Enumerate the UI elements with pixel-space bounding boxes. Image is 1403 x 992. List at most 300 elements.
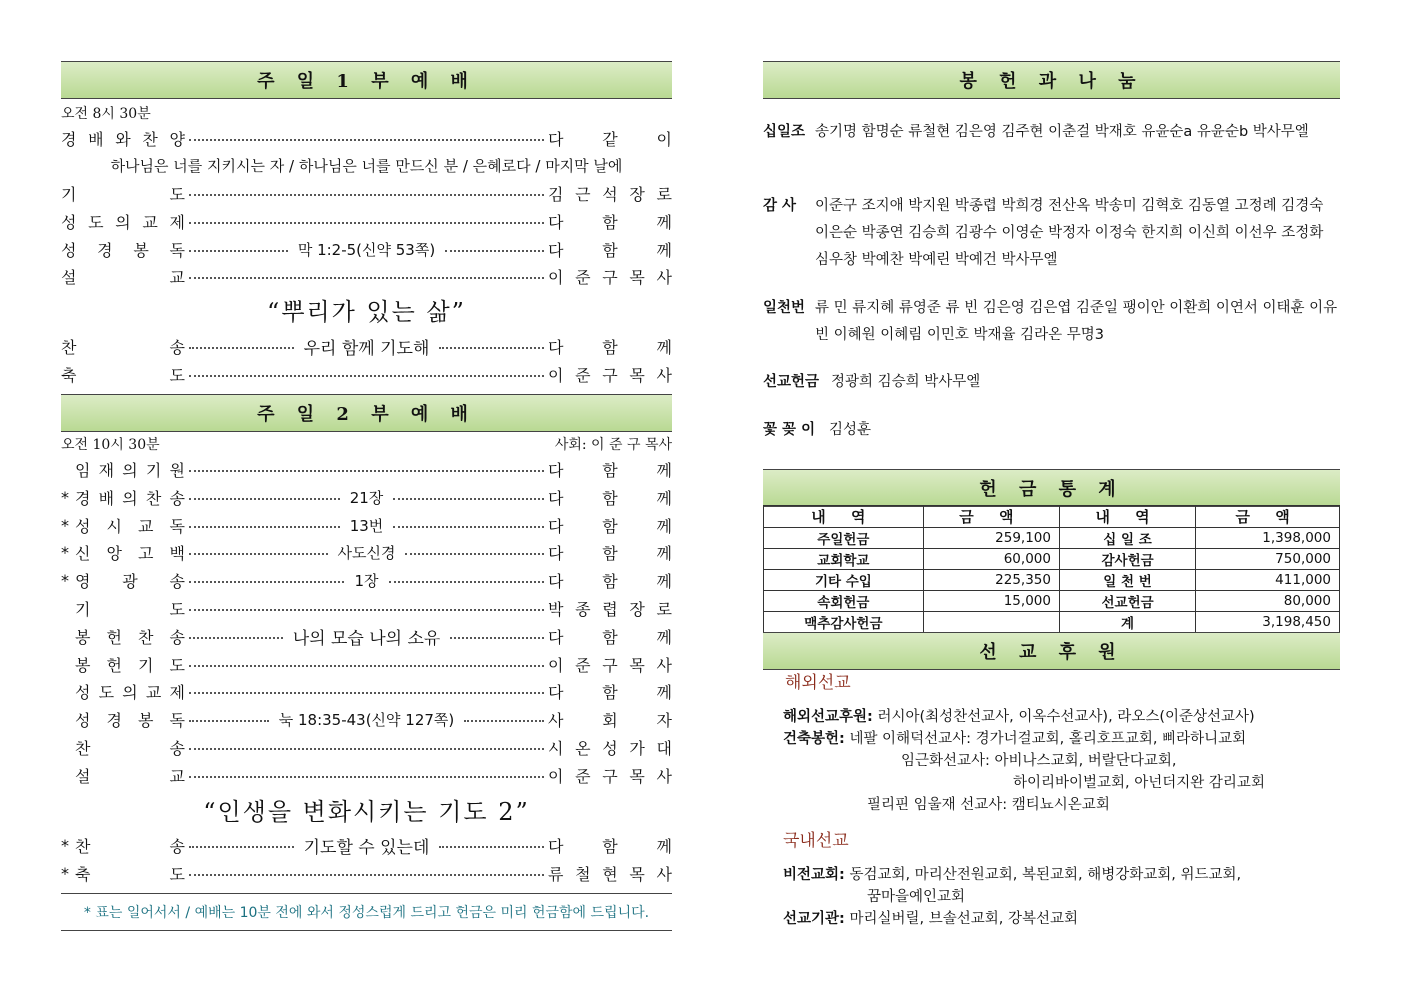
order-item-detail: 기도할 수 있는데: [303, 837, 430, 858]
spaced-char: 함: [602, 240, 618, 260]
spaced-char: 사: [656, 766, 672, 786]
spaced-char: 이: [548, 766, 564, 786]
spaced-char: 께: [656, 543, 672, 563]
dotted-leader: [189, 250, 288, 252]
spaced-char: 성: [61, 212, 77, 232]
order-item-label: [61, 363, 185, 386]
mission-line: 하이리바이벌교회, 아넌더지완 감리교회: [1013, 775, 1265, 791]
order-item-detail: 21장: [349, 488, 384, 507]
service1-time: 오전 8시 30분: [61, 106, 151, 122]
stats-title: 헌 금 통 계: [763, 469, 1340, 507]
stats-header: 금 액: [1196, 506, 1340, 528]
order-item-leader: [548, 597, 672, 620]
order-item-label: [75, 764, 185, 787]
spaced-char: 광: [122, 571, 138, 591]
spaced-char: 목: [629, 864, 645, 884]
stats-item: 계: [1059, 612, 1195, 633]
giving-names: 류 민 류지혜 류영준 류 빈 김은영 김은엽 김준일 팽이안 이환희 이연서 이태훈 이유빈 이혜원 이혜림 이민호 박재율 김라온 무명3: [815, 300, 1338, 343]
spaced-char: 교: [169, 267, 185, 287]
order-item-leader: [548, 653, 672, 676]
spaced-char: 송: [169, 571, 185, 591]
standing-mark: *: [61, 542, 69, 562]
giving-group-flowers: [763, 417, 1340, 444]
service-note: * 표는 일어서서 / 예배는 10분 전에 와서 정성스럽게 드리고 헌금은 미리 헌금함에 드립니다.: [61, 893, 672, 931]
order-item-leader: [548, 486, 672, 509]
spaced-char: 찬: [138, 627, 154, 647]
spaced-char: 목: [629, 267, 645, 287]
spaced-char: 축: [75, 864, 91, 884]
dotted-leader: [189, 194, 544, 196]
stats-item: 속회헌금: [764, 591, 924, 612]
order-item-label: [75, 486, 185, 509]
spaced-char: 회: [602, 710, 618, 730]
spaced-char: 헌: [106, 655, 122, 675]
spaced-char: 성: [61, 240, 77, 260]
order-item-leader: [548, 541, 672, 564]
spaced-char: 원: [169, 460, 185, 480]
spaced-char: 준: [575, 365, 591, 385]
stats-item: 기타 수입: [764, 570, 924, 591]
dotted-leader: [189, 498, 340, 500]
spaced-char: 께: [656, 682, 672, 702]
spaced-char: 께: [656, 836, 673, 856]
mission-line: 필리핀 임울재 선교사: 캠티뇨시온교회: [867, 797, 1110, 813]
spaced-char: 께: [656, 337, 673, 357]
mission-line: 임근화선교사: 아비나스교회, 버랄단다교회,: [901, 753, 1177, 769]
dotted-leader: [393, 498, 544, 500]
spaced-char: 봉: [133, 240, 149, 260]
order-item-label: [61, 335, 185, 358]
standing-mark: *: [61, 570, 69, 590]
spaced-char: 함: [602, 212, 618, 232]
spaced-char: 다: [548, 682, 564, 702]
spaced-char: 같: [602, 129, 618, 149]
domestic-mission-heading: 국내선교: [783, 831, 849, 851]
giving-group-mission: [763, 369, 1340, 396]
spaced-char: 도: [169, 655, 185, 675]
standing-mark: *: [61, 863, 69, 883]
stats-amount: 225,350: [923, 570, 1059, 591]
spaced-char: 구: [602, 267, 618, 287]
giving-names: 김성훈: [829, 422, 872, 438]
order-item-leader: [548, 708, 672, 731]
stats-amount: [923, 612, 1059, 633]
spaced-char: 임: [75, 460, 91, 480]
spaced-char: 준: [575, 267, 591, 287]
stats-amount: 80,000: [1196, 591, 1340, 612]
stats-item: 감사헌금: [1059, 549, 1195, 570]
spaced-char: 께: [656, 212, 672, 232]
order-row: [61, 180, 672, 206]
spaced-char: 교: [169, 766, 185, 786]
spaced-char: 의: [115, 212, 131, 232]
service2-sermon-title: “인생을 변화시키는 기도 2”: [203, 798, 530, 826]
service1-songs: 하나님은 너를 지키시는 자 / 하나님은 너를 만드신 분 / 은혜로다 / 마지막 날에: [110, 157, 623, 175]
spaced-char: 재: [98, 460, 115, 480]
spaced-char: 다: [548, 212, 564, 232]
spaced-char: 다: [548, 240, 564, 260]
spaced-char: 함: [602, 571, 618, 591]
giving-names: 정광희 김승희 박사무엘: [831, 374, 981, 390]
spaced-char: 목: [629, 766, 645, 786]
spaced-char: 찬: [75, 836, 91, 856]
order-row: [61, 832, 672, 858]
spaced-char: 송: [169, 488, 185, 508]
spaced-char: 기: [75, 599, 91, 619]
stats-row: [764, 528, 1340, 549]
spaced-char: 의: [122, 460, 138, 480]
spaced-char: 송: [169, 337, 185, 357]
order-item-leader: [548, 335, 672, 358]
spaced-char: 준: [575, 766, 591, 786]
stats-amount: 15,000: [923, 591, 1059, 612]
spaced-char: 경: [61, 129, 77, 149]
service2-time: 오전 10시 30분: [61, 437, 160, 453]
spaced-char: 로: [656, 184, 672, 204]
spaced-char: 다: [548, 543, 564, 563]
order-item-label: [75, 541, 185, 564]
stats-item: 주일헌금: [764, 528, 924, 549]
spaced-char: 종: [575, 599, 591, 619]
order-row: [61, 361, 672, 387]
order-row: [61, 456, 672, 482]
giving-title: 봉 헌 과 나 눔: [763, 61, 1340, 99]
spaced-char: 성: [75, 710, 91, 730]
standing-mark: *: [61, 835, 69, 855]
spaced-char: 께: [656, 488, 673, 508]
dotted-leader: [189, 720, 269, 722]
spaced-char: 다: [548, 460, 564, 480]
order-row: [61, 333, 672, 359]
giving-head: 꽃 꽂 이: [763, 422, 816, 438]
spaced-char: 독: [169, 240, 185, 260]
spaced-char: 이: [548, 267, 564, 287]
spaced-char: 찬: [145, 488, 162, 508]
spaced-char: 송: [169, 627, 185, 647]
mission-line: 비전교회: 동검교회, 마리산전원교회, 복된교회, 해병강화교회, 위드교회,: [783, 867, 1242, 883]
giving-group-thousand: [763, 295, 1340, 349]
dotted-leader: [189, 139, 544, 141]
order-row: [61, 651, 672, 677]
spaced-char: 이: [548, 655, 564, 675]
spaced-char: 교: [138, 516, 154, 536]
spaced-char: 배: [88, 129, 104, 149]
spaced-char: 철: [575, 864, 591, 884]
spaced-char: 신: [75, 543, 91, 563]
spaced-char: 도: [169, 599, 185, 619]
spaced-char: 구: [602, 766, 618, 786]
order-item-leader: [548, 862, 672, 885]
order-item-label: [61, 127, 185, 150]
mission-line: 해외선교후원: 러시아(최성찬선교사, 이옥수선교사), 라오스(이준상선교사): [783, 709, 1255, 725]
spaced-char: 박: [548, 599, 564, 619]
spaced-char: 앙: [106, 543, 122, 563]
order-row: [61, 539, 672, 565]
spaced-char: 다: [548, 337, 564, 357]
spaced-char: 성: [75, 682, 91, 702]
spaced-char: 축: [61, 365, 77, 385]
giving-head: 감 사: [763, 198, 797, 214]
stats-header: 내 역: [1059, 506, 1195, 528]
spaced-char: 배: [98, 488, 115, 508]
spaced-char: 봉: [75, 655, 91, 675]
order-item-leader: [548, 625, 672, 648]
order-item-label: [61, 238, 185, 261]
spaced-char: 다: [548, 836, 564, 856]
order-item-detail: 13번: [349, 516, 384, 535]
spaced-char: 렵: [602, 599, 618, 619]
spaced-char: 함: [602, 543, 618, 563]
spaced-char: 장: [629, 599, 645, 619]
spaced-char: 구: [602, 365, 618, 385]
mission-line: 선교기관: 마리실버릴, 브솔선교회, 강복선교회: [783, 911, 1078, 927]
spaced-char: 도: [98, 682, 115, 702]
spaced-char: 시: [106, 516, 122, 536]
dotted-leader: [464, 720, 544, 722]
spaced-char: 다: [548, 129, 564, 149]
spaced-char: 양: [169, 129, 185, 149]
order-item-label: [61, 182, 185, 205]
spaced-char: 찬: [61, 337, 77, 357]
spaced-char: 사: [656, 267, 672, 287]
dotted-leader: [189, 347, 294, 349]
dotted-leader: [189, 470, 544, 472]
spaced-char: 제: [169, 212, 185, 232]
dotted-leader: [405, 553, 544, 555]
spaced-char: 다: [548, 571, 564, 591]
order-item-label: [75, 862, 185, 885]
order-item-detail: 1장: [354, 571, 379, 590]
order-item-label: [75, 680, 185, 703]
spaced-char: 봉: [75, 627, 91, 647]
stats-item: 맥추감사헌금: [764, 612, 924, 633]
stats-amount: 411,000: [1196, 570, 1340, 591]
service2-host: 사회: 이 준 구 목사: [554, 437, 672, 453]
spaced-char: 대: [656, 738, 672, 758]
stats-item: 선교헌금: [1059, 591, 1195, 612]
mission-line: 꿈마을예인교회: [867, 889, 966, 905]
giving-group-thanks: [763, 193, 1340, 274]
stats-amount: 259,100: [923, 528, 1059, 549]
spaced-char: 께: [656, 571, 673, 591]
order-item-label: [61, 210, 185, 233]
mission-line: 건축봉헌: 네팔 이해덕선교사: 경가너걸교회, 홀리호프교회, 삐라하니교회: [783, 731, 1247, 747]
order-item-leader: [548, 514, 672, 537]
spaced-char: 기: [138, 655, 154, 675]
giving-names: 이준구 조지애 박지원 박종렵 박희경 전산옥 박송미 김혁호 김동열 고정례 김경숙 이은순 박종연 김승희 김광수 이영순 박정자 이정숙 한지희 이신희 이선우 조정화 심우창 박예찬 박예린 박예건 박사무엘: [815, 198, 1324, 268]
dotted-leader: [439, 846, 544, 848]
order-item-detail: 우리 함께 기도해: [303, 338, 430, 359]
order-item-label: [75, 708, 185, 731]
spaced-char: 현: [602, 864, 618, 884]
dotted-leader: [189, 553, 328, 555]
giving-head: 일천번: [763, 300, 806, 316]
spaced-char: 목: [629, 655, 645, 675]
order-item-leader: [548, 764, 672, 787]
spaced-char: 목: [629, 365, 645, 385]
spaced-char: 송: [169, 836, 185, 856]
spaced-char: 함: [602, 682, 618, 702]
dotted-leader: [189, 375, 544, 377]
spaced-char: 사: [656, 864, 672, 884]
spaced-char: 고: [138, 543, 154, 563]
stats-row: [764, 570, 1340, 591]
dotted-leader: [389, 581, 544, 583]
order-item-leader: [548, 363, 672, 386]
dotted-leader: [189, 748, 544, 750]
order-item-detail: 사도신경: [337, 543, 396, 562]
giving-head: 십일조: [763, 124, 806, 140]
spaced-char: 석: [602, 184, 618, 204]
dotted-leader: [189, 581, 344, 583]
order-row: [61, 706, 672, 732]
stats-item: 일 천 번: [1059, 570, 1195, 591]
order-item-leader: [548, 182, 672, 205]
spaced-char: 설: [61, 267, 77, 287]
dotted-leader: [189, 665, 544, 667]
order-item-leader: [548, 238, 672, 261]
order-row: [61, 208, 672, 234]
spaced-char: 자: [656, 710, 672, 730]
spaced-char: 구: [602, 655, 618, 675]
order-item-leader: [548, 210, 672, 233]
spaced-char: 류: [548, 864, 564, 884]
stats-row: [764, 612, 1340, 633]
order-row: [61, 734, 672, 760]
spaced-char: 가: [629, 738, 645, 758]
order-item-leader: [548, 736, 672, 759]
spaced-char: 경: [106, 710, 122, 730]
spaced-char: 이: [656, 129, 672, 149]
spaced-char: 독: [169, 516, 185, 536]
spaced-char: 교: [142, 212, 158, 232]
order-item-leader: [548, 680, 672, 703]
spaced-char: 성: [602, 738, 618, 758]
stats-item: 십 일 조: [1059, 528, 1195, 549]
spaced-char: 경: [97, 240, 113, 260]
order-row: [61, 512, 672, 538]
order-item-leader: [548, 834, 672, 857]
spaced-char: 장: [629, 184, 645, 204]
giving-group-tithe: [763, 119, 1340, 173]
order-item-detail: 나의 모습 나의 소유: [292, 628, 441, 649]
order-row: [61, 678, 672, 704]
spaced-char: 도: [169, 365, 185, 385]
dotted-leader: [393, 526, 544, 528]
dotted-leader: [189, 874, 544, 876]
order-item-label: [75, 597, 185, 620]
spaced-char: 기: [145, 460, 162, 480]
dotted-leader: [439, 347, 544, 349]
service1-sermon-title: “뿌리가 있는 삶”: [267, 298, 466, 326]
spaced-char: 도: [169, 184, 185, 204]
mission-title: 선 교 후 원: [763, 632, 1340, 670]
spaced-char: 사: [656, 365, 672, 385]
order-row: [61, 595, 672, 621]
dotted-leader: [189, 846, 294, 848]
order-row: [61, 860, 672, 886]
dotted-leader: [445, 250, 544, 252]
spaced-char: 다: [548, 488, 564, 508]
spaced-char: 온: [575, 738, 591, 758]
spaced-char: 함: [602, 627, 618, 647]
stats-amount: 60,000: [923, 549, 1059, 570]
giving-names: 송기명 함명순 류철현 김은영 김주현 이춘걸 박재호 유윤순a 유윤순b 박사무엘: [815, 124, 1309, 140]
stats-amount: 3,198,450: [1196, 612, 1340, 633]
order-item-label: [75, 653, 185, 676]
order-item-label: [75, 625, 185, 648]
offering-stats-table: [763, 505, 1340, 633]
order-item-label: [75, 569, 185, 592]
order-item-label: [75, 834, 185, 857]
dotted-leader: [189, 222, 544, 224]
standing-mark: *: [61, 515, 69, 535]
spaced-char: 함: [602, 337, 618, 357]
spaced-char: 영: [75, 571, 91, 591]
stats-row: [764, 549, 1340, 570]
stats-item: 교회학교: [764, 549, 924, 570]
spaced-char: 사: [656, 655, 672, 675]
stats-header: 내 역: [764, 506, 924, 528]
spaced-char: 제: [169, 682, 185, 702]
order-row: [61, 623, 672, 649]
spaced-char: 사: [548, 710, 564, 730]
dotted-leader: [189, 526, 340, 528]
spaced-char: 찬: [75, 738, 91, 758]
dotted-leader: [189, 692, 544, 694]
order-row: [61, 762, 672, 788]
order-row: [61, 263, 672, 289]
overseas-mission-heading: 해외선교: [785, 673, 851, 693]
dotted-leader: [189, 277, 544, 279]
spaced-char: 께: [656, 627, 672, 647]
spaced-char: 기: [61, 184, 77, 204]
spaced-char: 도: [88, 212, 104, 232]
order-item-label: [75, 514, 185, 537]
spaced-char: 다: [548, 516, 564, 536]
stats-amount: 750,000: [1196, 549, 1340, 570]
spaced-char: 다: [548, 627, 564, 647]
spaced-char: 께: [656, 240, 673, 260]
spaced-char: 께: [656, 516, 673, 536]
spaced-char: 함: [602, 460, 618, 480]
spaced-char: 시: [548, 738, 564, 758]
spaced-char: 이: [548, 365, 564, 385]
order-item-detail: 막 1:2-5(신약 53쪽): [297, 240, 436, 259]
order-item-leader: [548, 458, 672, 481]
standing-mark: *: [61, 487, 69, 507]
service2-title: 주 일 2 부 예 배: [61, 394, 672, 432]
spaced-char: 함: [602, 836, 618, 856]
order-row: [61, 236, 672, 262]
order-row: [61, 484, 672, 510]
spaced-char: 로: [656, 599, 672, 619]
stats-header: 금 액: [923, 506, 1059, 528]
spaced-char: 께: [656, 460, 672, 480]
spaced-char: 준: [575, 655, 591, 675]
dotted-leader: [189, 637, 283, 639]
order-item-leader: [548, 127, 672, 150]
spaced-char: 찬: [142, 129, 158, 149]
spaced-char: 함: [602, 488, 618, 508]
dotted-leader: [189, 609, 544, 611]
spaced-char: 도: [169, 864, 185, 884]
stats-row: [764, 591, 1340, 612]
stats-amount: 1,398,000: [1196, 528, 1340, 549]
spaced-char: 설: [75, 766, 91, 786]
spaced-char: 김: [548, 184, 564, 204]
order-row: [61, 567, 672, 593]
